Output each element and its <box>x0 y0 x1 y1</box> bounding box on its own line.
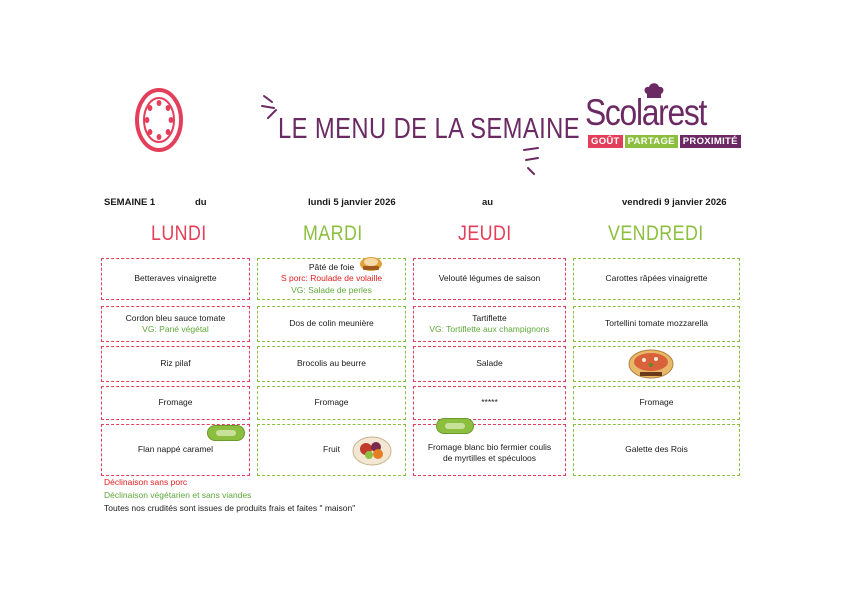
logo-text: Scolarest <box>585 92 707 133</box>
menu-cell <box>101 346 250 382</box>
day-heading-vendredi: VENDREDI <box>608 222 704 245</box>
logo-tag: PARTAGE <box>625 135 678 148</box>
logo-tag: GOÛT <box>588 135 623 148</box>
from-label: du <box>195 197 207 208</box>
menu-cell <box>257 386 406 420</box>
menu-cell <box>257 258 406 300</box>
tomato-slice-icon <box>134 87 184 153</box>
dish-no-pork: S porc: Roulade de volaille <box>280 273 383 284</box>
to-label: au <box>482 197 494 208</box>
dish: Carottes râpées vinaigrette <box>605 273 708 284</box>
dish: Pâté de foie <box>308 261 355 272</box>
menu-cell <box>413 258 566 300</box>
dish: Fromage <box>314 397 349 408</box>
menu-cell <box>101 386 250 420</box>
label-badge-icon <box>207 425 245 441</box>
menu-cell <box>101 306 250 342</box>
menu-cell <box>257 346 406 382</box>
day-heading-mardi: MARDI <box>303 222 363 245</box>
day-heading-jeudi: JEUDI <box>458 222 512 245</box>
legend-vegetarian: Déclinaison végétarien et sans viandes <box>104 490 252 500</box>
menu-cell <box>257 306 406 342</box>
menu-cell <box>413 346 566 382</box>
dish-vegetarian: VG: Salade de perles <box>291 284 372 295</box>
dish-vegetarian: VG: Tortiflette aux champignons <box>429 324 550 334</box>
dish: Galette des Rois <box>625 444 688 455</box>
dish: Fromage <box>639 397 674 408</box>
week-label: SEMAINE 1 <box>104 197 156 208</box>
dish: Cordon bleu sauce tomate <box>125 312 226 323</box>
page-title: LE MENU DE LA SEMAINE <box>278 113 580 145</box>
menu-cell <box>413 386 566 420</box>
fruit-basket-icon <box>352 434 392 466</box>
menu-cell <box>573 306 740 342</box>
legend-no-pork: Déclinaison sans porc <box>104 477 188 487</box>
logo-tag: PROXIMITÉ <box>680 135 741 148</box>
menu-cell <box>573 386 740 420</box>
day-heading-lundi: LUNDI <box>151 222 207 245</box>
dish: Brocolis au beurre <box>297 358 366 369</box>
dish: Dos de colin meunière <box>289 318 374 329</box>
end-date: vendredi 9 janvier 2026 <box>622 197 727 208</box>
menu-cell <box>413 424 566 476</box>
dish: Flan nappé caramel <box>137 444 214 455</box>
label-badge-icon <box>436 418 474 434</box>
dish: Fromage <box>158 397 193 408</box>
dish: Riz pilaf <box>160 358 191 369</box>
start-date: lundi 5 janvier 2026 <box>308 197 396 208</box>
scolarest-logo <box>585 82 738 154</box>
menu-cell <box>101 258 250 300</box>
dish: Velouté légumes de saison <box>438 273 541 284</box>
dish: Fromage blanc bio fermier coulis de myrtilles et spéculoos <box>427 441 552 463</box>
dish: Tartiflette <box>472 312 507 323</box>
dish-vegetarian: VG: Pané végétal <box>142 324 209 334</box>
menu-cell <box>573 424 740 476</box>
logo-tagline <box>588 135 741 148</box>
dish: Betteraves vinaigrette <box>134 273 217 284</box>
menu-cell <box>573 258 740 300</box>
pate-dish-icon <box>359 252 383 272</box>
legend-note: Toutes nos crudités sont issues de produits frais et faites " maison" <box>104 503 356 513</box>
dish: Fruit <box>323 444 340 455</box>
menu-cell <box>413 306 566 342</box>
pizza-icon <box>628 349 674 379</box>
dish: Salade <box>476 358 503 369</box>
dish: Tortellini tomate mozzarella <box>605 318 708 329</box>
dish: ***** <box>481 397 498 408</box>
